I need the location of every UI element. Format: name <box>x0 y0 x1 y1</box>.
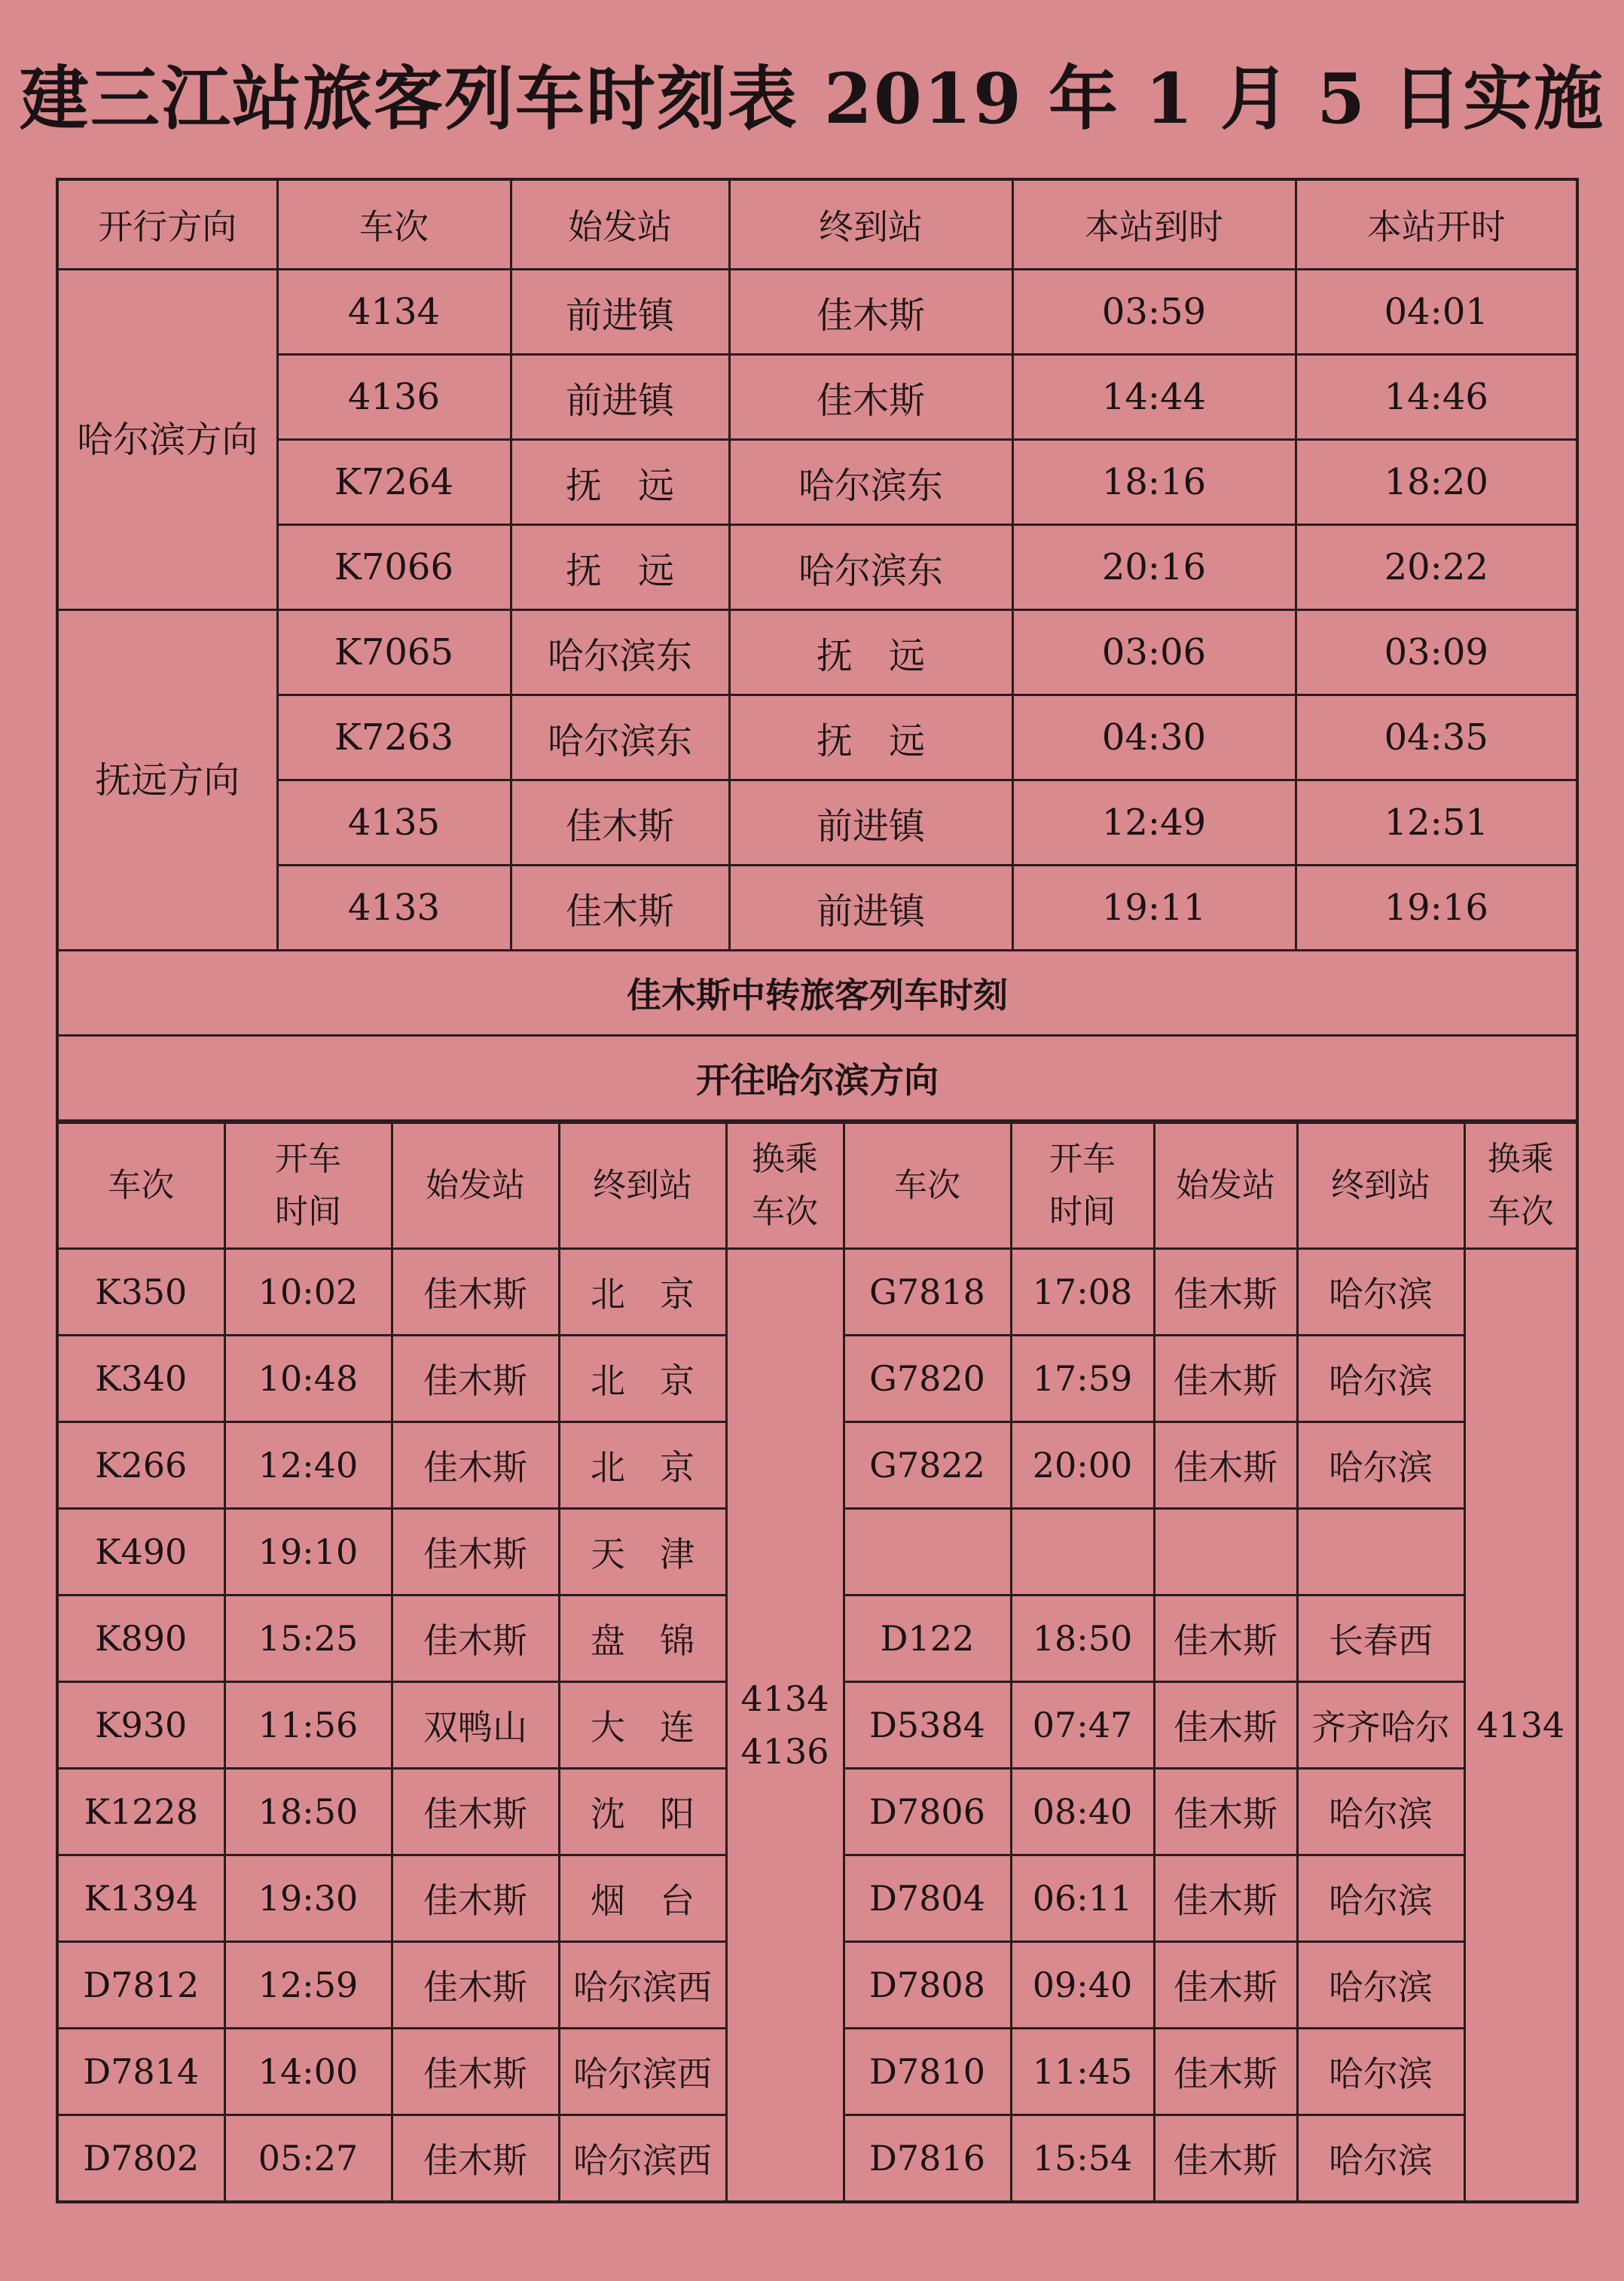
train-number: K7065 <box>277 610 511 695</box>
right-destination-station: 齐齐哈尔 <box>1297 1682 1464 1769</box>
left-train-number: D7812 <box>57 1942 224 2029</box>
train-number: 4136 <box>277 355 511 440</box>
left-destination-station: 大 连 <box>559 1682 726 1769</box>
left-departure-time: 11:56 <box>224 1682 392 1769</box>
left-transfer-trains <box>726 1249 844 2203</box>
header-r-destination: 终到站 <box>1297 1122 1464 1249</box>
left-origin-station: 佳木斯 <box>392 1595 559 1682</box>
right-departure-time: 17:59 <box>1011 1336 1154 1422</box>
subsection-title: 开往哈尔滨方向 <box>57 1036 1577 1122</box>
arrival-time: 04:30 <box>1012 695 1296 780</box>
section-title: 佳木斯中转旅客列车时刻 <box>57 951 1577 1036</box>
right-origin-station: 佳木斯 <box>1154 1942 1297 2029</box>
left-departure-time: 10:02 <box>224 1249 392 1336</box>
right-destination-station: 哈尔滨 <box>1297 1769 1464 1855</box>
left-destination-station: 哈尔滨西 <box>559 1942 726 2029</box>
left-origin-station: 佳木斯 <box>392 2029 559 2115</box>
left-departure-time: 14:00 <box>224 2029 392 2115</box>
subsection-title-row <box>57 1036 1577 1122</box>
destination-station: 前进镇 <box>729 866 1012 951</box>
arrival-time: 20:16 <box>1012 525 1296 610</box>
left-train-number: K930 <box>57 1682 224 1769</box>
left-origin-station: 佳木斯 <box>392 1942 559 2029</box>
train-number: 4134 <box>277 270 511 355</box>
arrival-time: 19:11 <box>1012 866 1296 951</box>
right-train-number: D7804 <box>844 1855 1011 1942</box>
left-origin-station: 佳木斯 <box>392 1336 559 1422</box>
destination-station: 佳木斯 <box>729 355 1012 440</box>
right-destination-station <box>1297 1509 1464 1595</box>
left-destination-station: 北 京 <box>559 1249 726 1336</box>
right-destination-station: 哈尔滨 <box>1297 2029 1464 2115</box>
header-l-train: 车次 <box>57 1122 224 1249</box>
table-row <box>57 270 1577 355</box>
origin-station: 抚 远 <box>511 440 729 525</box>
destination-station: 哈尔滨东 <box>729 440 1012 525</box>
table-header-row <box>57 179 1577 270</box>
left-destination-station: 哈尔滨西 <box>559 2029 726 2115</box>
right-train-number: D7810 <box>844 2029 1011 2115</box>
left-destination-station: 北 京 <box>559 1336 726 1422</box>
left-departure-time: 15:25 <box>224 1595 392 1682</box>
right-departure-time: 08:40 <box>1011 1769 1154 1855</box>
header-l-transfer: 换乘 车次 <box>726 1122 844 1249</box>
left-departure-time: 19:30 <box>224 1855 392 1942</box>
direction-cell: 哈尔滨方向 <box>57 270 277 610</box>
train-number: K7066 <box>277 525 511 610</box>
header-origin: 始发站 <box>511 179 729 270</box>
right-departure-time: 18:50 <box>1011 1595 1154 1682</box>
right-origin-station: 佳木斯 <box>1154 1855 1297 1942</box>
header-arrival: 本站到时 <box>1012 179 1296 270</box>
origin-station: 哈尔滨东 <box>511 610 729 695</box>
left-train-number: K266 <box>57 1422 224 1509</box>
right-origin-station: 佳木斯 <box>1154 2029 1297 2115</box>
arrival-time: 12:49 <box>1012 780 1296 866</box>
train-number: K7264 <box>277 440 511 525</box>
transfer-train-number: 4136 <box>740 1731 829 1772</box>
right-departure-time: 15:54 <box>1011 2115 1154 2203</box>
departure-time: 03:09 <box>1296 610 1577 695</box>
left-train-number: K340 <box>57 1336 224 1422</box>
destination-station: 哈尔滨东 <box>729 525 1012 610</box>
right-train-number: D7816 <box>844 2115 1011 2203</box>
table-row <box>57 866 1577 951</box>
header-l-origin: 始发站 <box>392 1122 559 1249</box>
left-train-number: D7814 <box>57 2029 224 2115</box>
left-departure-time: 18:50 <box>224 1769 392 1855</box>
right-train-number: D5384 <box>844 1682 1011 1769</box>
right-origin-station: 佳木斯 <box>1154 1769 1297 1855</box>
left-destination-station: 天 津 <box>559 1509 726 1595</box>
left-origin-station: 佳木斯 <box>392 1422 559 1509</box>
origin-station: 佳木斯 <box>511 866 729 951</box>
right-train-number: G7822 <box>844 1422 1011 1509</box>
right-train-number: D7806 <box>844 1769 1011 1855</box>
left-origin-station: 佳木斯 <box>392 2115 559 2203</box>
left-origin-station: 佳木斯 <box>392 1249 559 1336</box>
origin-station: 哈尔滨东 <box>511 695 729 780</box>
right-train-number: G7820 <box>844 1336 1011 1422</box>
direction-cell: 抚远方向 <box>57 610 277 951</box>
arrival-time: 18:16 <box>1012 440 1296 525</box>
departure-time: 20:22 <box>1296 525 1577 610</box>
left-train-number: K1394 <box>57 1855 224 1942</box>
left-destination-station: 烟 台 <box>559 1855 726 1942</box>
table-row <box>57 695 1577 780</box>
left-train-number: K350 <box>57 1249 224 1336</box>
header-direction: 开行方向 <box>57 179 277 270</box>
transfer-row <box>57 1249 1577 1336</box>
left-origin-station: 佳木斯 <box>392 1509 559 1595</box>
left-train-number: K890 <box>57 1595 224 1682</box>
departure-time: 04:35 <box>1296 695 1577 780</box>
header-r-origin: 始发站 <box>1154 1122 1297 1249</box>
left-departure-time: 10:48 <box>224 1336 392 1422</box>
origin-station: 佳木斯 <box>511 780 729 866</box>
table-row <box>57 780 1577 866</box>
header-departure: 本站开时 <box>1296 179 1577 270</box>
header-l-time: 开车 时间 <box>224 1122 392 1249</box>
left-train-number: K490 <box>57 1509 224 1595</box>
transfer-timetable <box>56 1121 1579 2203</box>
left-origin-station: 佳木斯 <box>392 1855 559 1942</box>
right-origin-station: 佳木斯 <box>1154 1682 1297 1769</box>
destination-station: 佳木斯 <box>729 270 1012 355</box>
right-origin-station: 佳木斯 <box>1154 1595 1297 1682</box>
right-origin-station: 佳木斯 <box>1154 1336 1297 1422</box>
right-destination-station: 哈尔滨 <box>1297 1942 1464 2029</box>
departure-time: 14:46 <box>1296 355 1577 440</box>
table-row <box>57 355 1577 440</box>
left-origin-station: 双鸭山 <box>392 1682 559 1769</box>
left-origin-station: 佳木斯 <box>392 1769 559 1855</box>
transfer-train-number: 4134 <box>740 1678 829 1719</box>
right-departure-time <box>1011 1509 1154 1595</box>
left-destination-station: 沈 阳 <box>559 1769 726 1855</box>
right-train-number: D122 <box>844 1595 1011 1682</box>
right-origin-station <box>1154 1509 1297 1595</box>
table-row <box>57 610 1577 695</box>
departure-time: 18:20 <box>1296 440 1577 525</box>
departure-time: 19:16 <box>1296 866 1577 951</box>
right-departure-time: 17:08 <box>1011 1249 1154 1336</box>
destination-station: 前进镇 <box>729 780 1012 866</box>
left-departure-time: 12:59 <box>224 1942 392 2029</box>
right-departure-time: 20:00 <box>1011 1422 1154 1509</box>
left-train-number: D7802 <box>57 2115 224 2203</box>
right-departure-time: 09:40 <box>1011 1942 1154 2029</box>
right-departure-time: 11:45 <box>1011 2029 1154 2115</box>
right-train-number: G7818 <box>844 1249 1011 1336</box>
left-destination-station: 哈尔滨西 <box>559 2115 726 2203</box>
right-train-number <box>844 1509 1011 1595</box>
header-r-transfer: 换乘 车次 <box>1464 1122 1577 1249</box>
right-origin-station: 佳木斯 <box>1154 1249 1297 1336</box>
section-title-row <box>57 951 1577 1036</box>
left-train-number: K1228 <box>57 1769 224 1855</box>
right-origin-station: 佳木斯 <box>1154 1422 1297 1509</box>
destination-station: 抚 远 <box>729 695 1012 780</box>
left-departure-time: 05:27 <box>224 2115 392 2203</box>
page-title: 建三江站旅客列车时刻表 2019 年 1 月 5 日实施 <box>19 58 1605 139</box>
right-destination-station: 长春西 <box>1297 1595 1464 1682</box>
departure-time: 12:51 <box>1296 780 1577 866</box>
table-row <box>57 525 1577 610</box>
origin-station: 前进镇 <box>511 355 729 440</box>
right-origin-station: 佳木斯 <box>1154 2115 1297 2203</box>
departure-time: 04:01 <box>1296 270 1577 355</box>
train-number: 4135 <box>277 780 511 866</box>
train-number: 4133 <box>277 866 511 951</box>
right-departure-time: 06:11 <box>1011 1855 1154 1942</box>
right-train-number: D7808 <box>844 1942 1011 2029</box>
station-timetable <box>56 178 1579 1122</box>
right-destination-station: 哈尔滨 <box>1297 1336 1464 1422</box>
arrival-time: 14:44 <box>1012 355 1296 440</box>
header-train: 车次 <box>277 179 511 270</box>
right-transfer-train: 4134 <box>1464 1249 1577 2203</box>
right-destination-station: 哈尔滨 <box>1297 1855 1464 1942</box>
origin-station: 前进镇 <box>511 270 729 355</box>
right-departure-time: 07:47 <box>1011 1682 1154 1769</box>
train-number: K7263 <box>277 695 511 780</box>
left-departure-time: 12:40 <box>224 1422 392 1509</box>
right-destination-station: 哈尔滨 <box>1297 1422 1464 1509</box>
left-destination-station: 北 京 <box>559 1422 726 1509</box>
header-r-time: 开车 时间 <box>1011 1122 1154 1249</box>
left-destination-station: 盘 锦 <box>559 1595 726 1682</box>
destination-station: 抚 远 <box>729 610 1012 695</box>
arrival-time: 03:59 <box>1012 270 1296 355</box>
left-departure-time: 19:10 <box>224 1509 392 1595</box>
right-destination-station: 哈尔滨 <box>1297 2115 1464 2203</box>
header-l-destination: 终到站 <box>559 1122 726 1249</box>
header-destination: 终到站 <box>729 179 1012 270</box>
origin-station: 抚 远 <box>511 525 729 610</box>
header-r-train: 车次 <box>844 1122 1011 1249</box>
arrival-time: 03:06 <box>1012 610 1296 695</box>
right-destination-station: 哈尔滨 <box>1297 1249 1464 1336</box>
transfer-header-row <box>57 1122 1577 1249</box>
table-row <box>57 440 1577 525</box>
